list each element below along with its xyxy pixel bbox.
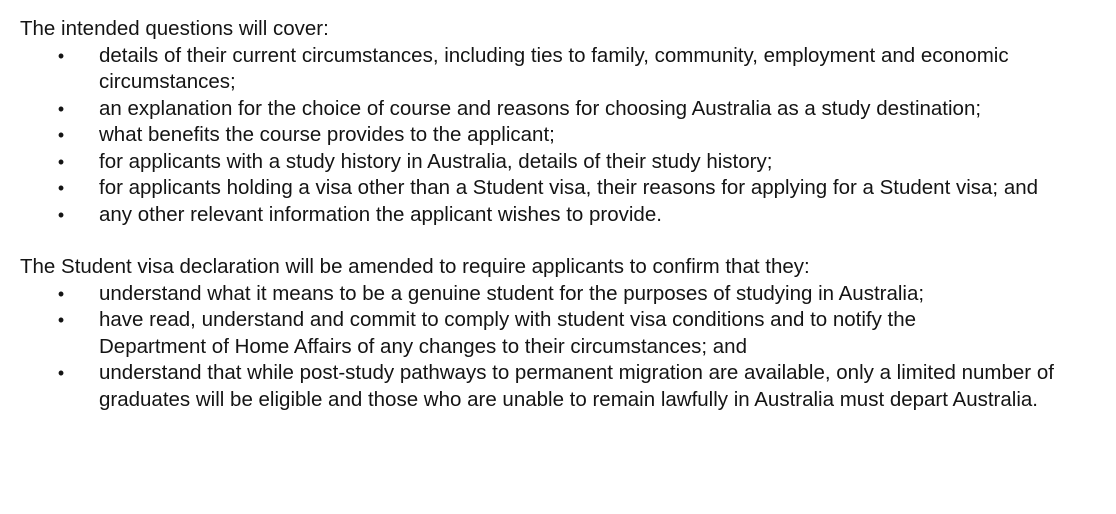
list-item — [20, 360, 1059, 413]
bullet-icon: • — [57, 125, 65, 145]
section-1-intro: The intended questions will cover: — [20, 17, 329, 40]
list-item-text: have read, understand and commit to comply with student visa conditions and to notify the Department of Home Affairs of any changes to their circumstances; and — [99, 308, 917, 358]
list-item-text: understand what it means to be a genuine student for the purposes of studying in Australia; — [99, 281, 925, 305]
section-2-intro: The Student visa declaration will be amended to require applicants to confirm that they: — [20, 255, 810, 278]
list-item-text: any other relevant information the applicant wishes to provide. — [99, 202, 662, 226]
list-item-text: for applicants holding a visa other than a Student visa, their reasons for applying for a Student visa; and — [99, 176, 1039, 199]
list-item-text: what benefits the course provides to the applicant; — [99, 123, 555, 146]
section-1-list — [20, 43, 1110, 229]
list-item — [20, 96, 1110, 123]
bullet-icon: • — [57, 45, 65, 66]
bullet-icon: • — [57, 178, 65, 198]
section-2-list — [20, 281, 1110, 414]
list-item — [20, 202, 1110, 229]
list-item-text: details of their current circumstances, including ties to family, community, employment and economic circumstances; — [99, 43, 1009, 93]
list-item — [20, 175, 1084, 202]
bullet-icon: • — [57, 151, 65, 172]
list-item — [20, 122, 1110, 149]
bullet-icon: • — [57, 204, 65, 225]
bullet-icon: • — [57, 283, 65, 304]
bullet-icon: • — [57, 310, 65, 330]
bullet-icon: • — [57, 98, 65, 119]
list-item — [20, 149, 1110, 176]
list-item-text: an explanation for the choice of course and reasons for choosing Australia as a study destination; — [99, 96, 982, 120]
list-item-text: understand that while post-study pathways to permanent migration are available, only a limited number of graduates will be eligible and those who are unable to remain lawfully in Australia must depart Australia. — [99, 361, 1054, 411]
list-item — [20, 281, 1110, 308]
list-item-text: for applicants with a study history in Australia, details of their study history; — [99, 149, 773, 173]
document-body — [20, 16, 1110, 413]
section-spacer — [20, 228, 1110, 254]
list-item — [20, 43, 1094, 96]
list-item — [20, 307, 999, 360]
bullet-icon: • — [57, 363, 65, 383]
